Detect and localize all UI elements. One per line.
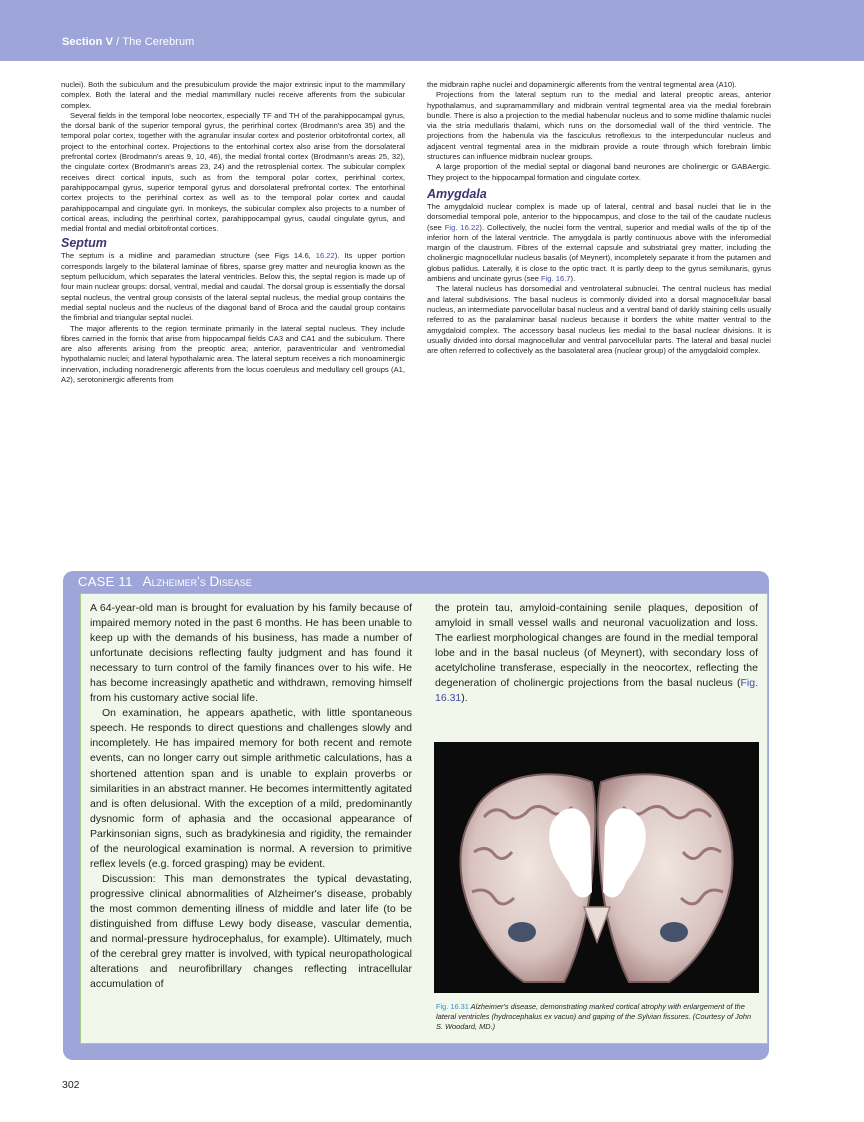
paragraph-text: The amygdaloid nuclear complex is made up of lateral, central and basal nuclei that lie in the dorsomedial temporal pole, anterior to the hippocampus, and close to the tail of the caudate nucleus (see [427, 201, 771, 232]
case-paragraph-text: ). [461, 692, 468, 705]
case-paragraph-text: the protein tau, amyloid-containing senile plaques, deposition of amyloid in small vessel walls and neuronal vacuolization and loss. The earliest morphological changes are found in the medial temporal lobe and in the basal nucleus (of Meynert), with secondary loss of acetylcholine transferase, especially in the neocortex, reflecting the degeneration of cholinergic projections from the basal nucleus ( [435, 602, 758, 690]
figure-reference-link[interactable]: Fig. 16.31 [435, 677, 758, 705]
section-heading-amygdala: Amygdala [427, 186, 487, 201]
paragraph [61, 251, 405, 323]
running-header-band [0, 0, 864, 61]
figure-caption [436, 1002, 758, 1032]
paragraph: A large proportion of the medial septal or diagonal band neurones are cholinergic or GABAergic. They project to the hippocampal formation and cingulate cortex. [427, 162, 771, 182]
page-number: 302 [62, 1079, 80, 1091]
figure-reference-link[interactable]: 16.22 [315, 251, 335, 261]
paragraph-text: The septum is a midline and paramedian structure (see Figs 14.6, [61, 251, 316, 261]
header-separator: / [113, 36, 123, 48]
running-header [62, 36, 194, 48]
case-topic: Alzheimer's Disease [142, 574, 252, 589]
section-heading-septum: Septum [61, 236, 107, 251]
right-text-column [427, 80, 771, 356]
figure-reference-link[interactable]: Fig. 16.22 [444, 222, 480, 232]
case-left-column [90, 601, 412, 992]
case-right-column [435, 601, 758, 706]
figure-reference-link[interactable]: Fig. 16.7 [540, 274, 571, 284]
case-paragraph: A 64-year-old man is brought for evaluation by his family because of impaired memory noted in the past 6 months. He has been unable to keep up with the demands of his business, has made a number of unfortunate decisions reflecting faulty judgment and has found it necessary to turn control of the family finances over to his wife. He has become increasingly apathetic and withdrawn, removing himself from his customary active social life. [90, 602, 412, 705]
paragraph [427, 202, 771, 284]
case-title [78, 573, 252, 590]
paragraph-text: ). Collectively, the nuclei form the ventral, superior and medial walls of the tip of the inferior horn of the lateral ventricle. The amygdala is partly continuous above with the inferomedial margin of the claustrum. Fibres of the external capsule and substriatal grey matter, including the cholinergic magnocellular nucleus basalis (of Meynert), incompletely separate it from the putamen and globus pallidus. Laterally, it is close to the optic tract. It is partly deep to the gyrus semilunaris, gyrus ambiens and uncinate gyrus (see [427, 222, 771, 284]
paragraph: The lateral nucleus has dorsomedial and ventrolateral subnuclei. The central nucleus has medial and lateral subdivisions. The basal nucleus is commonly divided into a dorsal magnocellular basal nucleus, an intermediate parvocellular basal nucleus and a ventral band of darkly staining cells usually referred to as the paralaminar basal nucleus because it borders the white matter ventral to the amygdaloid complex. The accessory basal nucleus lies medial to the basal nuclear divisions. It is usually divided into dorsal magnocellular and ventral parvocellular parts. The lateral and basal nuclei are often referred to collectively as the basolateral area (nuclear group) of the amygdaloid complex. [427, 284, 771, 356]
paragraph: the midbrain raphe nuclei and dopaminergic afferents from the ventral tegmental area (A10). [427, 80, 737, 89]
left-text-column [61, 80, 405, 385]
case-paragraph: On examination, he appears apathetic, with little spontaneous speech. He responds to direct questions and challenges slowly and incompletely. He has impaired memory for both recent and remote events, can no longer carry out simple arithmetic calculations, has a shortened attention span and is unable to explain proverbs or similarities in an abstract manner. He becomes intermittently agitated and is often delusional. With the exception of a mild, predominantly dysnomic form of aphasia and the occasional appearance of Parkinsonian signs, such as bradykinesia and rigidity, the remainder of the neurological examination is normal. A reversion to primitive reflex levels (e.g. forced grasping) may be evident. [90, 707, 412, 870]
figure-caption-text: Alzheimer's disease, demonstrating marked cortical atrophy with enlargement of the lateral ventricles (hydrocephalus ex vacuo) and gaping of the Sylvian fissures. (Courtesy of John S. Woodard, MD.) [436, 1002, 752, 1031]
paragraph: The major afferents to the region terminate primarily in the lateral septal nucleus. They include fibres carried in the fornix that arise from hippocampal fields CA3 and CA1 and the subiculum. There are also afferents arising from the preoptic area; anterior, paraventricular and ventromedial hypothalamic nuclei; and lateral hypothalamic area. The lateral septum receives a rich monoaminergic innervation, including noradrenergic afferents from the locus coeruleus and medullary cell groups (A1, A2), serotoninergic afferents from [61, 323, 405, 385]
case-paragraph [435, 601, 758, 706]
brain-section-photo [434, 742, 759, 993]
paragraph-text: ). Its upper portion corresponds largely to the bilateral laminae of fibres, sparse grey matter and neuroglia known as the septum pellucidum, which separates the lateral ventricles. Below this, the septal region is made up of four main nuclear groups: dorsal, ventral, medial and caudal. The dorsal group is essentially the dorsal septal nucleus, the ventral group consists of the lateral septal nucleus, the medial group contains the medial septal nucleus and the nucleus of the diagonal band of Broca and the caudal group contains the fimbrial and triangular septal nuclei. [61, 251, 405, 323]
brain-section-illustration [434, 742, 759, 993]
paragraph-text: ). [570, 274, 576, 284]
case-number: CASE 11 [78, 574, 133, 589]
figure-label: Fig. 16.31 [436, 1002, 469, 1011]
chapter-label: The Cerebrum [122, 36, 195, 48]
section-label: Section V [62, 36, 114, 48]
paragraph: nuclei). Both the subiculum and the presubiculum provide the major extrinsic input to the mammillary complex. Both the lateral and the medial mammillary nuclei receive afferents from the subicular complex. [61, 80, 405, 110]
paragraph: Projections from the lateral septum run to the medial and lateral preoptic areas, anterior hypothalamus, and supramammillary and midbrain ventral tegmental area via the medial forebrain bundle. There is also a projection to the medial habenular nucleus and to some midline thalamic nuclei via the stria medullaris thalami, which runs on the dorsomedial wall of the third ventricle. The projections from the habenula via the fasciculus retroflexus to the interpeduncular nucleus and adjacent ventral tegmental area in the midbrain provide a route through which forebrain limbic structures can influence midbrain nuclear groups. [427, 90, 771, 162]
paragraph: Several fields in the temporal lobe neocortex, especially TF and TH of the parahippocampal gyrus, the dorsal bank of the superior temporal gyrus, the perirhinal cortex (Brodmann's area 35) and the temporal polar cortex, together with the agranular insular cortex and posterior orbitofrontal cortex, all project to the entorhinal cortex. Projections to the entorhinal cortex also arise from the dorsolateral prefrontal cortex (Brodmann's areas 9, 10, 46), the medial frontal cortex (Brodmann's areas 25, 32), the cingulate cortex (Brodmann's areas 23, 24) and the retrosplenial cortex. The subicular complex receives direct cortical inputs, such as from the temporal polar cortex, perirhinal cortex, parahippocampal gyrus, superior temporal gyrus and dorsolateral prefrontal cortex. The entorhinal cortex projects to the perirhinal cortex as well as to the temporal polar cortex and caudal parahippocampal and cingulate gyri. In monkeys, the subicular complex also projects to a number of cortical areas, including the perirhinal cortex, parahippocampal gyrus, caudal cingulate gyrus, and medial frontal and medial orbitofrontal cortices. [61, 110, 405, 234]
case-paragraph: Discussion: This man demonstrates the typical devastating, progressive clinical abnormalities of Alzheimer's disease, probably the most common dementing illness of middle and later life (to be distinguished from diffuse Lewy body disease, vascular dementia, and normal-pressure hydrocephalus, for example). Ultimately, much of the cerebral grey matter is involved, with typical neuropathological alterations and neurofibrillary changes reflecting intracellular accumulation of [90, 872, 412, 991]
